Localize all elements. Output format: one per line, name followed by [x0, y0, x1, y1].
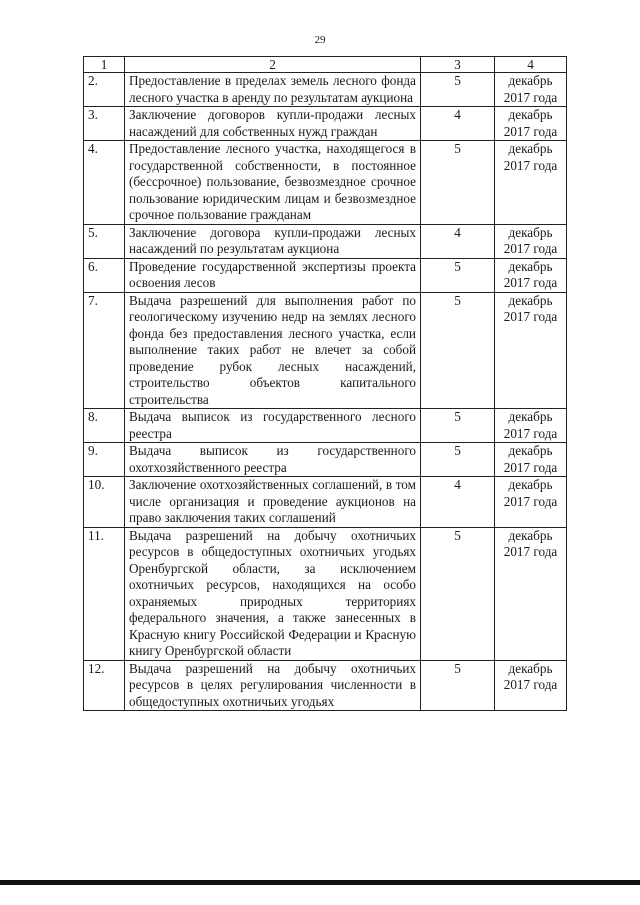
row-service-description: Проведение государственной экспертизы проекта освоения лесов: [125, 258, 421, 292]
table-row: [84, 141, 567, 225]
page-bottom-rule: [0, 880, 640, 885]
deadline-year: 2017 года: [503, 89, 558, 105]
deadline-year: 2017 года: [503, 241, 558, 256]
deadline-year: 2017 года: [503, 459, 558, 475]
column-header-group: 3: [421, 57, 495, 73]
row-group: 4: [421, 224, 495, 258]
row-number: 5.: [84, 224, 125, 258]
row-service-description: Предоставление лесного участка, находящегося в государственной собственности, в постоянное (бессрочное) пользование, безвозмездное срочное пользование юридическим лицам и безвозмездное срочное пользование гражданам: [125, 141, 421, 225]
row-deadline: [495, 258, 567, 292]
table-row: [84, 292, 567, 409]
row-group: 5: [421, 527, 495, 660]
deadline-year: 2017 года: [503, 677, 558, 692]
row-deadline: [495, 660, 567, 711]
deadline-month: декабрь: [508, 141, 553, 156]
table-row: [84, 258, 567, 292]
row-number: 7.: [84, 292, 125, 409]
table-row: [84, 224, 567, 258]
row-deadline: [495, 409, 567, 443]
row-group: 5: [421, 660, 495, 711]
services-table: [83, 56, 567, 711]
deadline-year: 2017 года: [503, 425, 558, 441]
deadline-month: декабрь: [508, 73, 553, 88]
row-number: 11.: [84, 527, 125, 660]
table-row: [84, 73, 567, 107]
row-number: 2.: [84, 73, 125, 107]
row-service-description: Заключение договоров купли-продажи лесных насаждений для собственных нужд граждан: [125, 107, 421, 141]
row-group: 5: [421, 73, 495, 107]
deadline-month: декабрь: [508, 660, 553, 676]
deadline-year: 2017 года: [503, 123, 558, 139]
deadline-year: 2017 года: [503, 544, 558, 559]
deadline-month: декабрь: [508, 224, 553, 240]
row-service-description: Выдача разрешений на добычу охотничьих ресурсов в целях регулирования численности в общедоступных охотничьих угодьях: [125, 660, 421, 711]
deadline-month: декабрь: [508, 527, 553, 543]
deadline-month: декабрь: [508, 443, 553, 458]
row-service-description: Выдача разрешений для выполнения работ по геологическому изучению недр на землях лесного фонда без предоставления лесного участка, если выполнение таких работ не влечет за собой проведение рубок лесных насаждений, строительство объектов капитального строительства: [125, 292, 421, 409]
row-deadline: [495, 224, 567, 258]
table-header-row: [84, 57, 567, 73]
column-header-service: 2: [125, 57, 421, 73]
table-row: [84, 409, 567, 443]
table-row: [84, 527, 567, 660]
row-group: 5: [421, 258, 495, 292]
row-number: 6.: [84, 258, 125, 292]
row-service-description: Выдача выписок из государственного лесного реестра: [125, 409, 421, 443]
row-number: 10.: [84, 477, 125, 528]
row-number: 12.: [84, 660, 125, 711]
table-row: [84, 443, 567, 477]
row-service-description: Предоставление в пределах земель лесного фонда лесного участка в аренду по результатам аукциона: [125, 73, 421, 107]
table-row: [84, 107, 567, 141]
row-service-description: Заключение охотхозяйственных соглашений, в том числе организация и проведение аукционов на право заключения таких соглашений: [125, 477, 421, 528]
row-group: 4: [421, 107, 495, 141]
deadline-month: декабрь: [508, 477, 553, 492]
row-service-description: Выдача выписок из государственного охотхозяйственного реестра: [125, 443, 421, 477]
row-deadline: [495, 477, 567, 528]
page-number: 29: [314, 34, 326, 46]
row-deadline: [495, 292, 567, 409]
row-number: 4.: [84, 141, 125, 225]
column-header-deadline: 4: [495, 57, 567, 73]
row-group: 5: [421, 409, 495, 443]
deadline-month: декабрь: [508, 258, 553, 274]
deadline-month: декабрь: [508, 107, 553, 122]
row-group: 5: [421, 292, 495, 409]
row-deadline: [495, 443, 567, 477]
row-deadline: [495, 107, 567, 141]
row-number: 3.: [84, 107, 125, 141]
table-row: [84, 477, 567, 528]
row-deadline: [495, 527, 567, 660]
column-header-number: 1: [84, 57, 125, 73]
deadline-month: декабрь: [508, 292, 553, 308]
row-service-description: Заключение договора купли-продажи лесных насаждений по результатам аукциона: [125, 224, 421, 258]
row-deadline: [495, 73, 567, 107]
row-deadline: [495, 141, 567, 225]
row-group: 5: [421, 443, 495, 477]
deadline-year: 2017 года: [503, 275, 558, 290]
deadline-year: 2017 года: [503, 493, 558, 509]
table-row: [84, 660, 567, 711]
deadline-year: 2017 года: [503, 309, 558, 324]
row-service-description: Выдача разрешений на добычу охотничьих ресурсов в общедоступных охотничьих угодьях Оренбургской области, за исключением охотничьих ресурсов, находящихся на особо охраняемых природных территориях федерального значения, а также занесенных в Красную книгу Российской Федерации и Красную книгу Оренбургской области: [125, 527, 421, 660]
row-group: 4: [421, 477, 495, 528]
deadline-month: декабрь: [508, 409, 553, 424]
row-number: 9.: [84, 443, 125, 477]
row-number: 8.: [84, 409, 125, 443]
deadline-year: 2017 года: [503, 157, 558, 173]
row-group: 5: [421, 141, 495, 225]
